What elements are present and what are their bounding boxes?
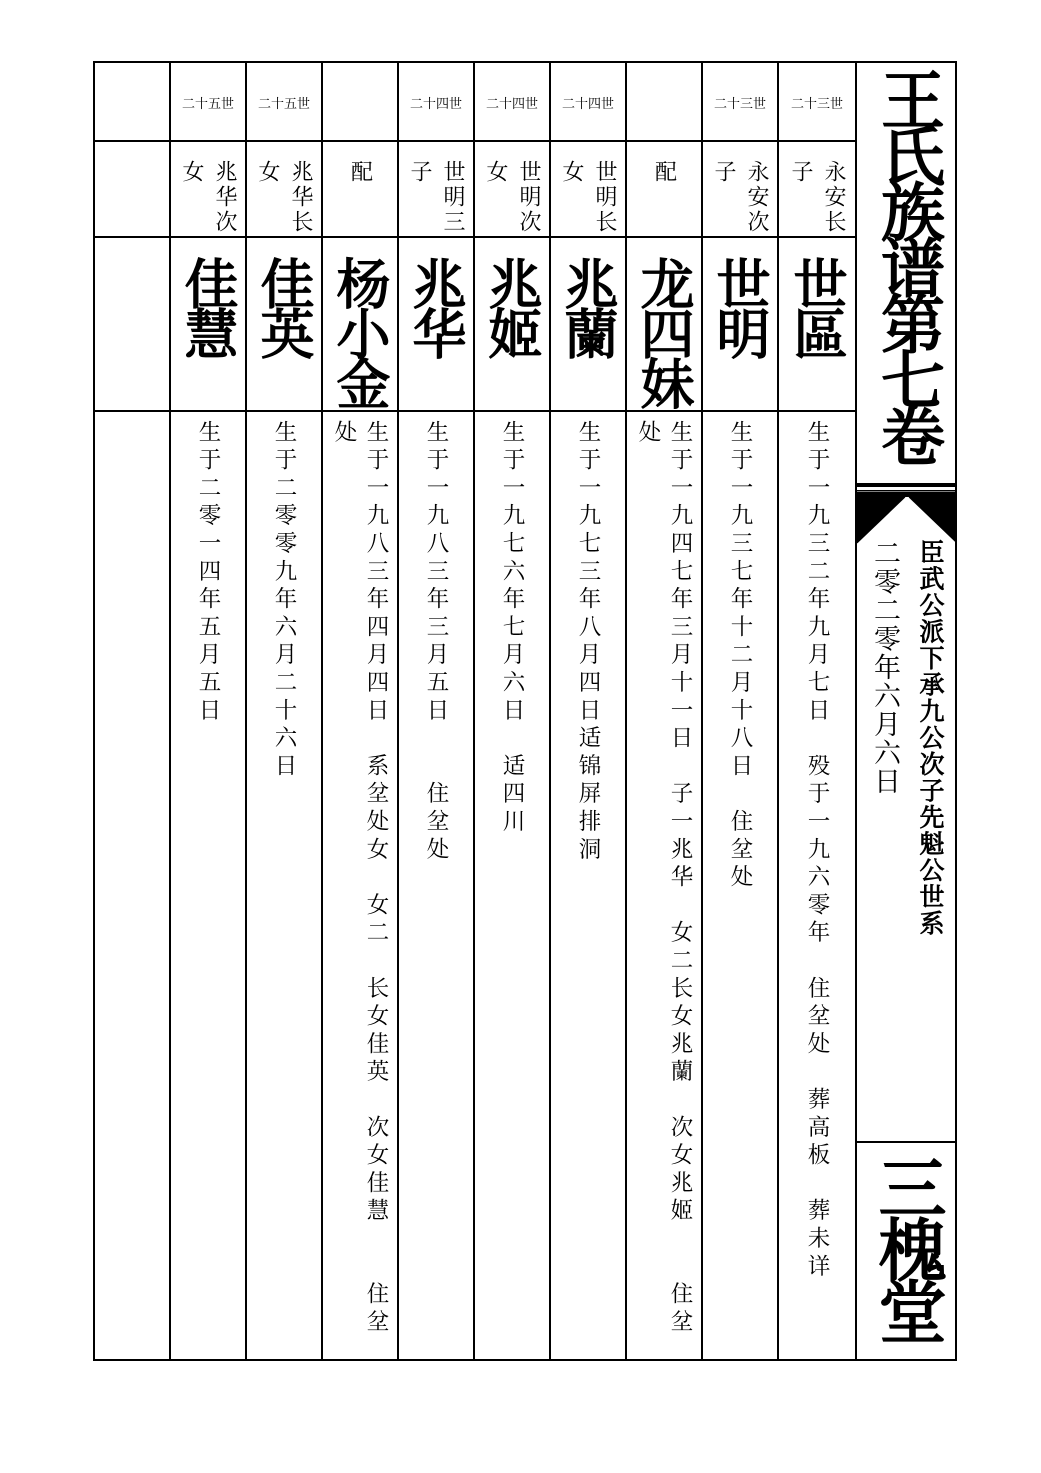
member-bio: 生于一九八三年四月四日 系坌处女 女二 长女佳英 次女佳慧 住坌处	[331, 420, 389, 1338]
member-name: 兆蘭	[556, 256, 620, 356]
member-column-9	[171, 63, 245, 1359]
member-name: 佳英	[252, 256, 316, 356]
member-name: 佳慧	[176, 256, 240, 356]
member-bio: 生于二零零九年六月二十六日	[271, 420, 297, 782]
title-panel	[857, 63, 957, 1359]
member-bio: 生于一九三二年九月七日 殁于一九六零年 住坌处 葬高板 葬未详	[804, 420, 830, 1282]
member-name: 杨小金	[328, 256, 392, 406]
relation-label: 兆华次女	[179, 160, 237, 235]
member-bio: 生于一九七三年八月四日适锦屏排洞	[575, 420, 601, 865]
member-column-2	[703, 63, 777, 1359]
member-column-10	[95, 63, 169, 1359]
generation-label: 二十五世	[257, 97, 310, 112]
member-name: 世區	[785, 256, 849, 356]
member-bio: 生于一九三七年十二月十八日 住坌处	[727, 420, 753, 893]
generation-label: 二十三世	[790, 97, 843, 112]
member-column-4	[551, 63, 625, 1359]
relation-label: 配	[347, 160, 373, 185]
member-name: 兆姬	[480, 256, 544, 356]
generation-label: 二十四世	[485, 97, 538, 112]
member-name: 世明	[708, 256, 772, 356]
member-name: 龙四妹	[632, 256, 696, 406]
member-column-3	[627, 63, 701, 1359]
member-bio: 生于一九七六年七月六日 适四川	[499, 420, 525, 837]
genealogy-page	[93, 61, 957, 1361]
member-column-7	[323, 63, 397, 1359]
member-column-8	[247, 63, 321, 1359]
generation-label: 二十三世	[713, 97, 766, 112]
generation-label: 二十五世	[181, 97, 234, 112]
hall-name: 三槐堂	[867, 1153, 947, 1339]
member-column-6	[399, 63, 473, 1359]
relation-label: 世明三子	[407, 160, 465, 235]
member-column-5	[475, 63, 549, 1359]
relation-label: 永安长子	[788, 160, 846, 235]
relation-label: 永安次子	[711, 160, 769, 235]
member-bio: 生于二零一四年五月五日	[195, 420, 221, 726]
member-name: 兆华	[404, 256, 468, 356]
relation-label: 兆华长女	[255, 160, 313, 235]
member-bio: 生于一九四七年三月十一日 子一兆华 女二长女兆蘭 次女兆姬 住坌处	[635, 420, 693, 1338]
lineage-subtitle: 臣武公派下承九公次子先魁公世系	[916, 539, 945, 937]
relation-label: 世明长女	[559, 160, 617, 235]
member-column-1	[779, 63, 855, 1359]
compile-date: 二零二零年六月六日	[869, 539, 900, 796]
relation-label: 世明次女	[483, 160, 541, 235]
generation-label: 二十四世	[409, 97, 462, 112]
generation-label: 二十四世	[561, 97, 614, 112]
member-bio: 生于一九八三年三月五日 住坌处	[423, 420, 449, 865]
relation-label: 配	[651, 160, 677, 185]
book-title: 王氏族谱第七卷	[870, 67, 945, 459]
